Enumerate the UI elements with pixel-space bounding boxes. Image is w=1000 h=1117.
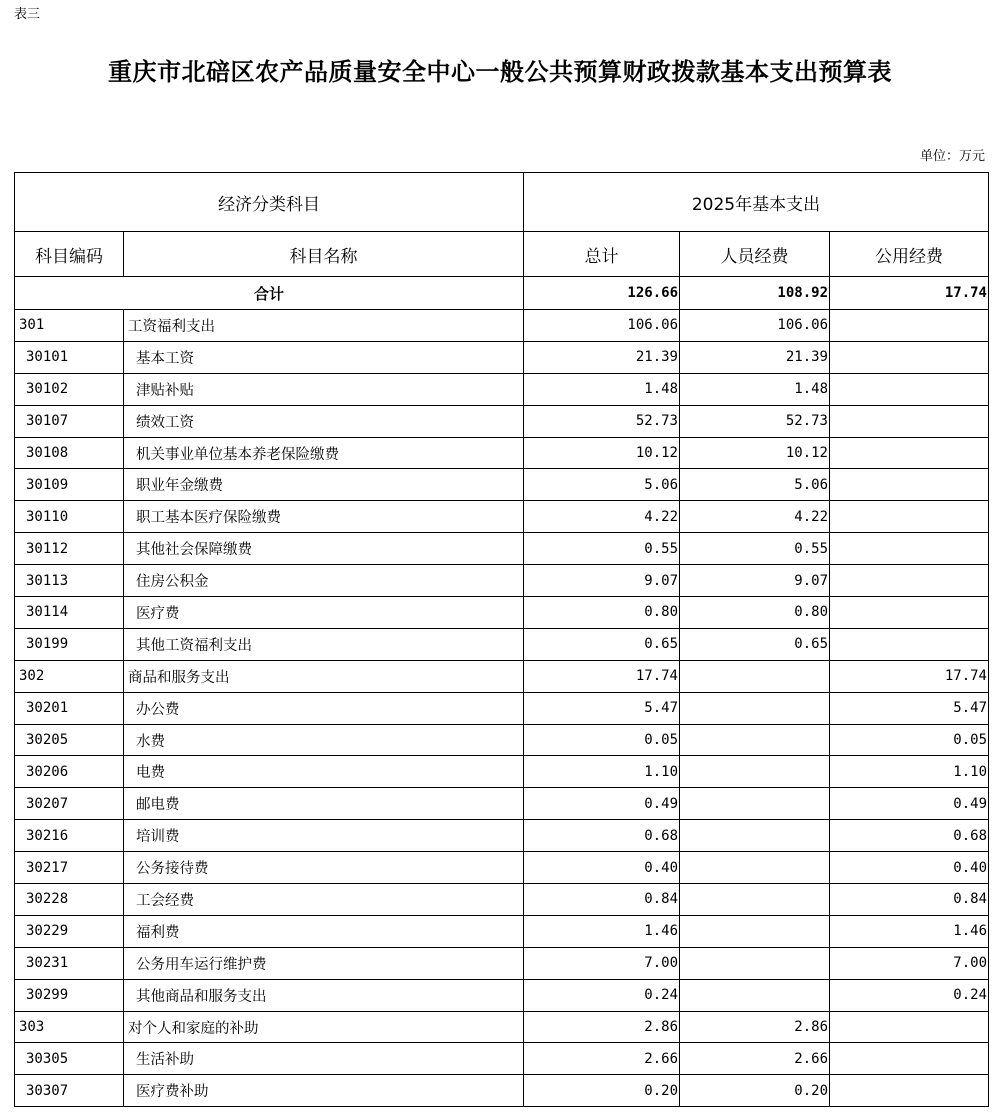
unit-label: 单位：万元: [919, 149, 985, 164]
row-total: 5.06: [524, 469, 680, 501]
table-row: [15, 565, 989, 597]
row-personnel: 2.66: [680, 1043, 830, 1075]
row-total: 21.39: [524, 341, 680, 373]
table-row: [15, 1011, 989, 1043]
row-code: 301: [15, 310, 124, 342]
row-name: 水费: [124, 724, 524, 756]
row-personnel: 0.55: [680, 533, 830, 565]
row-total: 0.49: [524, 788, 680, 820]
row-name: 生活补助: [124, 1043, 524, 1075]
row-public: 1.10: [830, 756, 989, 788]
row-total: 0.80: [524, 597, 680, 629]
row-name: 邮电费: [124, 788, 524, 820]
row-public: 7.00: [830, 947, 989, 979]
row-public: 0.68: [830, 820, 989, 852]
row-public: 0.49: [830, 788, 989, 820]
row-public: [830, 565, 989, 597]
table-row: [15, 341, 989, 373]
table-row: [15, 915, 989, 947]
row-personnel: [680, 820, 830, 852]
row-total: 0.20: [524, 1075, 680, 1107]
row-code: 30231: [15, 947, 124, 979]
row-public: [830, 437, 989, 469]
row-personnel: [680, 947, 830, 979]
row-total: 52.73: [524, 405, 680, 437]
row-total: 106.06: [524, 310, 680, 342]
row-name: 商品和服务支出: [124, 660, 524, 692]
row-personnel: [680, 852, 830, 884]
row-total: 1.48: [524, 373, 680, 405]
row-personnel: 2.86: [680, 1011, 830, 1043]
row-total: 4.22: [524, 501, 680, 533]
row-total: 0.55: [524, 533, 680, 565]
row-name: 培训费: [124, 820, 524, 852]
row-name: 公务接待费: [124, 852, 524, 884]
row-code: 30101: [15, 341, 124, 373]
row-name: 工会经费: [124, 884, 524, 916]
row-personnel: 106.06: [680, 310, 830, 342]
row-total: 7.00: [524, 947, 680, 979]
row-code: 30110: [15, 501, 124, 533]
row-personnel: 0.20: [680, 1075, 830, 1107]
row-public: 17.74: [830, 660, 989, 692]
table-row: [15, 756, 989, 788]
header-row-top: [15, 173, 989, 232]
row-personnel: [680, 756, 830, 788]
row-name: 住房公积金: [124, 565, 524, 597]
row-name: 其他商品和服务支出: [124, 979, 524, 1011]
header-year-expense: 2025年基本支出: [524, 173, 989, 232]
row-name: 办公费: [124, 692, 524, 724]
row-personnel: 52.73: [680, 405, 830, 437]
total-public: 17.74: [830, 277, 989, 310]
row-total: 0.84: [524, 884, 680, 916]
table-row: [15, 597, 989, 629]
row-code: 30307: [15, 1075, 124, 1107]
row-total: 2.86: [524, 1011, 680, 1043]
row-total: 2.66: [524, 1043, 680, 1075]
row-total: 10.12: [524, 437, 680, 469]
header-code: 科目编码: [15, 232, 124, 277]
row-personnel: 5.06: [680, 469, 830, 501]
row-total: 17.74: [524, 660, 680, 692]
table-row: [15, 405, 989, 437]
row-public: [830, 373, 989, 405]
row-total: 0.65: [524, 628, 680, 660]
row-public: [830, 628, 989, 660]
row-name: 福利费: [124, 915, 524, 947]
row-code: 30113: [15, 565, 124, 597]
table-row: [15, 692, 989, 724]
table-row: [15, 788, 989, 820]
row-public: 0.24: [830, 979, 989, 1011]
table-row: [15, 628, 989, 660]
row-personnel: [680, 915, 830, 947]
table-row: [15, 979, 989, 1011]
row-personnel: 0.65: [680, 628, 830, 660]
table-row: [15, 660, 989, 692]
header-econ-category: 经济分类科目: [15, 173, 524, 232]
row-personnel: [680, 979, 830, 1011]
row-public: 0.40: [830, 852, 989, 884]
row-code: 30206: [15, 756, 124, 788]
row-name: 机关事业单位基本养老保险缴费: [124, 437, 524, 469]
header-personnel: 人员经费: [680, 232, 830, 277]
row-public: [830, 1075, 989, 1107]
row-personnel: [680, 788, 830, 820]
table-row: [15, 1043, 989, 1075]
row-personnel: 10.12: [680, 437, 830, 469]
row-code: 30305: [15, 1043, 124, 1075]
table-row: [15, 501, 989, 533]
table-row: [15, 947, 989, 979]
row-public: 5.47: [830, 692, 989, 724]
row-name: 津贴补贴: [124, 373, 524, 405]
row-code: 30207: [15, 788, 124, 820]
table-row: [15, 1075, 989, 1107]
row-public: 0.84: [830, 884, 989, 916]
row-public: [830, 341, 989, 373]
row-code: 30108: [15, 437, 124, 469]
row-code: 30114: [15, 597, 124, 629]
row-name: 职业年金缴费: [124, 469, 524, 501]
budget-table: [14, 172, 989, 1107]
row-public: [830, 501, 989, 533]
header-row-sub: [15, 232, 989, 277]
row-code: 302: [15, 660, 124, 692]
row-personnel: [680, 660, 830, 692]
row-total: 0.05: [524, 724, 680, 756]
table-row: [15, 373, 989, 405]
table-row: [15, 820, 989, 852]
header-total: 总计: [524, 232, 680, 277]
document-label: 表三: [14, 7, 41, 22]
row-code: 30205: [15, 724, 124, 756]
row-name: 电费: [124, 756, 524, 788]
row-total: 1.46: [524, 915, 680, 947]
row-public: [830, 310, 989, 342]
row-total: 0.40: [524, 852, 680, 884]
row-code: 303: [15, 1011, 124, 1043]
row-name: 职工基本医疗保险缴费: [124, 501, 524, 533]
row-personnel: [680, 724, 830, 756]
row-total: 0.24: [524, 979, 680, 1011]
row-personnel: 9.07: [680, 565, 830, 597]
row-personnel: [680, 692, 830, 724]
header-name: 科目名称: [124, 232, 524, 277]
row-code: 30228: [15, 884, 124, 916]
row-name: 其他社会保障缴费: [124, 533, 524, 565]
row-public: [830, 405, 989, 437]
row-total: 9.07: [524, 565, 680, 597]
row-name: 绩效工资: [124, 405, 524, 437]
row-personnel: 21.39: [680, 341, 830, 373]
row-public: 0.05: [830, 724, 989, 756]
row-code: 30109: [15, 469, 124, 501]
total-personnel: 108.92: [680, 277, 830, 310]
row-name: 工资福利支出: [124, 310, 524, 342]
table-row: [15, 437, 989, 469]
total-sum: 126.66: [524, 277, 680, 310]
row-public: [830, 597, 989, 629]
row-code: 30216: [15, 820, 124, 852]
row-total: 1.10: [524, 756, 680, 788]
row-name: 基本工资: [124, 341, 524, 373]
row-code: 30107: [15, 405, 124, 437]
header-public: 公用经费: [830, 232, 989, 277]
row-public: 1.46: [830, 915, 989, 947]
row-name: 公务用车运行维护费: [124, 947, 524, 979]
row-public: [830, 1043, 989, 1075]
total-row: [15, 277, 989, 310]
row-personnel: 1.48: [680, 373, 830, 405]
table-row: [15, 469, 989, 501]
row-code: 30299: [15, 979, 124, 1011]
table-row: [15, 533, 989, 565]
row-code: 30201: [15, 692, 124, 724]
row-name: 医疗费: [124, 597, 524, 629]
table-row: [15, 310, 989, 342]
row-personnel: 0.80: [680, 597, 830, 629]
table-row: [15, 884, 989, 916]
row-code: 30112: [15, 533, 124, 565]
row-total: 5.47: [524, 692, 680, 724]
row-personnel: [680, 884, 830, 916]
row-name: 其他工资福利支出: [124, 628, 524, 660]
page-title: 重庆市北碚区农产品质量安全中心一般公共预算财政拨款基本支出预算表: [108, 57, 892, 86]
row-total: 0.68: [524, 820, 680, 852]
table-row: [15, 724, 989, 756]
row-code: 30217: [15, 852, 124, 884]
row-code: 30102: [15, 373, 124, 405]
table-row: [15, 852, 989, 884]
row-code: 30199: [15, 628, 124, 660]
row-name: 医疗费补助: [124, 1075, 524, 1107]
row-name: 对个人和家庭的补助: [124, 1011, 524, 1043]
row-public: [830, 533, 989, 565]
total-label: 合计: [15, 277, 524, 310]
row-public: [830, 1011, 989, 1043]
row-code: 30229: [15, 915, 124, 947]
row-public: [830, 469, 989, 501]
row-personnel: 4.22: [680, 501, 830, 533]
